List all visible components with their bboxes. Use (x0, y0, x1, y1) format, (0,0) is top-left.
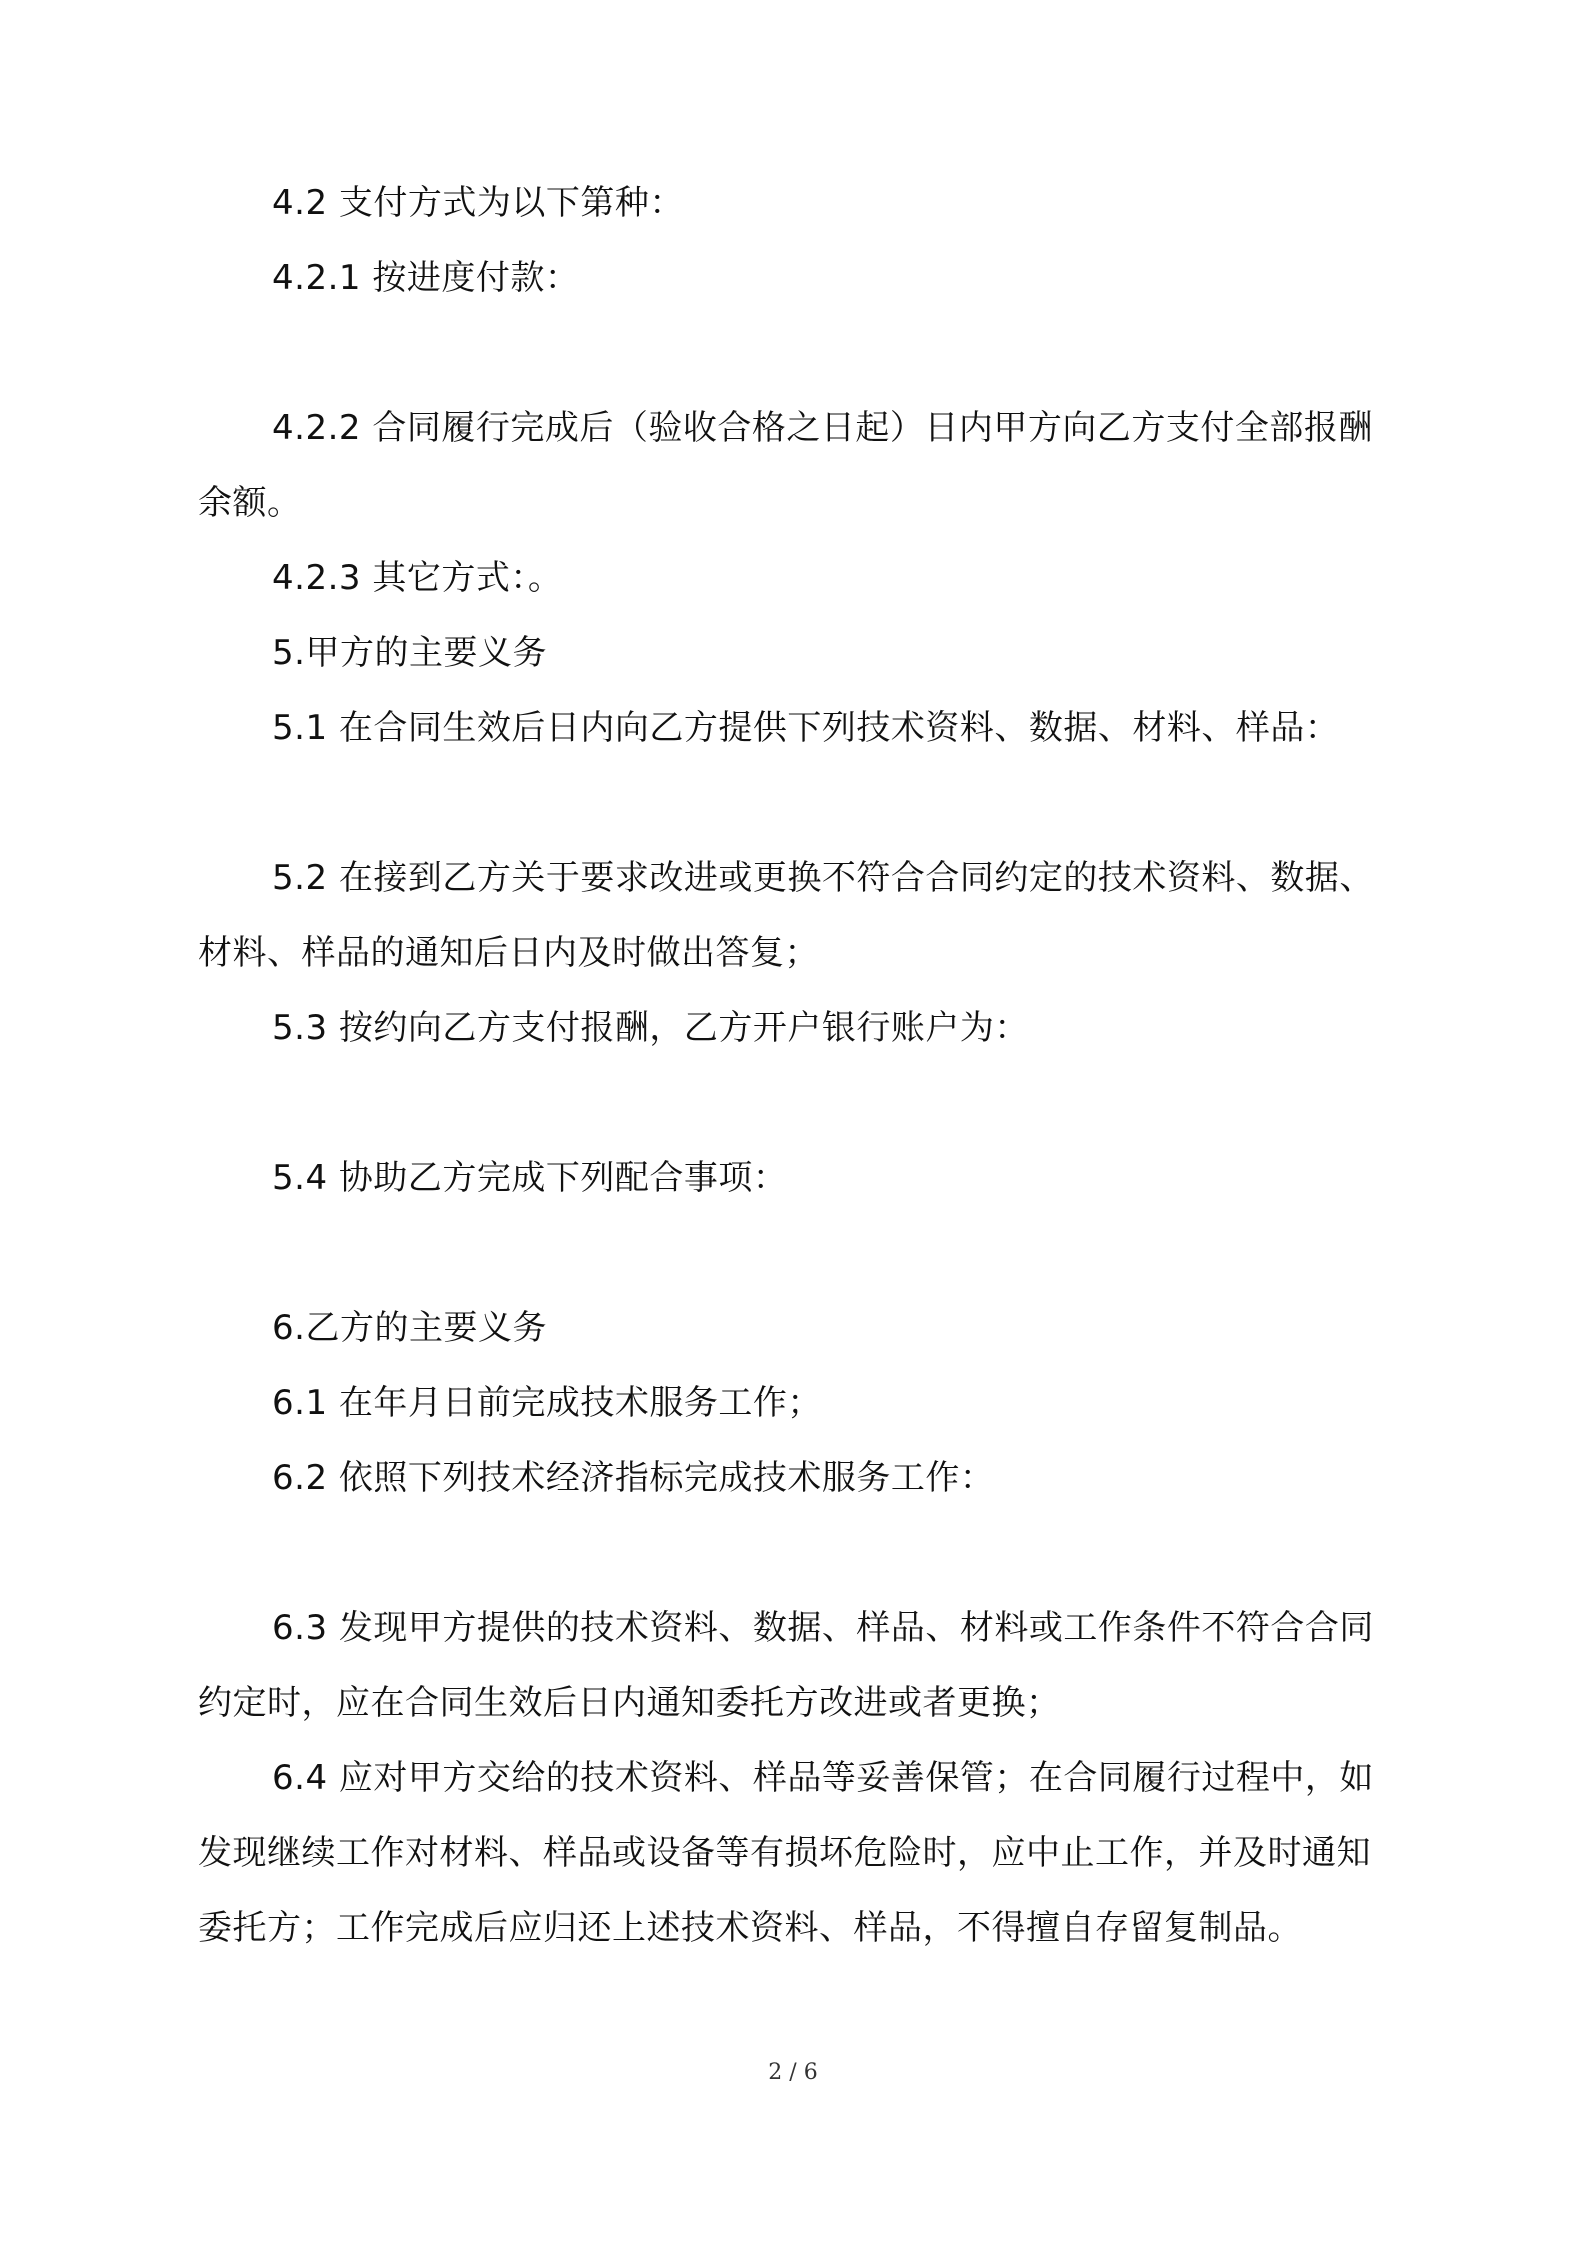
paragraph-4-2-2: 4.2.2 合同履行完成后（验收合格之日起）日内甲方向乙方支付全部报酬余额。 (198, 408, 1373, 523)
paragraph-4-2: 4.2 支付方式为以下第种： (272, 183, 684, 223)
section-heading-5: 5.甲方的主要义务 (272, 633, 547, 673)
blank-line (198, 316, 1398, 391)
paragraph-6-2: 6.2 依照下列技术经济指标完成技术服务工作： (272, 1458, 995, 1498)
paragraph-6-4: 6.4 应对甲方交给的技术资料、样品等妥善保管；在合同履行过程中，如发现继续工作对材料、样品或设备等有损坏危险时，应中止工作，并及时通知委托方；工作完成后应归还上述技术资料、样品，不得擅自存留复制品。 (198, 1758, 1374, 1948)
blank-line (198, 1516, 1398, 1591)
paragraph-4-2-1: 4.2.1 按进度付款： (272, 258, 580, 298)
paragraph-4-2-3: 4.2.3 其它方式：。 (272, 558, 563, 598)
paragraph-5-2: 5.2 在接到乙方关于要求改进或更换不符合合同约定的技术资料、数据、材料、样品的通知后日内及时做出答复； (198, 858, 1374, 973)
paragraph-5-1: 5.1 在合同生效后日内向乙方提供下列技术资料、数据、材料、样品： (272, 708, 1340, 748)
paragraph-6-3: 6.3 发现甲方提供的技术资料、数据、样品、材料或工作条件不符合合同约定时，应在合同生效后日内通知委托方改进或者更换； (198, 1608, 1374, 1723)
section-heading-6: 6.乙方的主要义务 (272, 1308, 547, 1348)
blank-line (198, 1066, 1398, 1141)
paragraph-5-4: 5.4 协助乙方完成下列配合事项： (272, 1158, 788, 1198)
paragraph-5-3: 5.3 按约向乙方支付报酬，乙方开户银行账户为： (272, 1008, 1029, 1048)
page-number: 2 / 6 (768, 2060, 818, 2085)
paragraph-6-1: 6.1 在年月日前完成技术服务工作； (272, 1383, 822, 1423)
blank-line (198, 766, 1398, 841)
document-body (198, 166, 1398, 1966)
blank-line (198, 1216, 1398, 1291)
